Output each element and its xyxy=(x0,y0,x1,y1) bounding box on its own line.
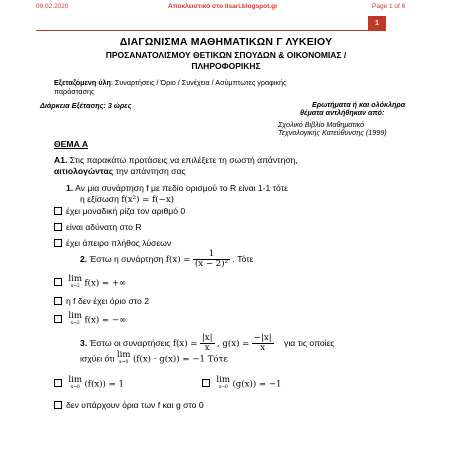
q3-option-c-text: δεν υπάρχουν όρια των f και g στο 0 xyxy=(66,400,204,410)
exam-duration: Διάρκεια Εξέτασης: 3 ώρες xyxy=(40,101,132,110)
q3-option-b-expr: (g(x)) = −1 xyxy=(232,379,282,390)
doc-title: ΔΙΑΓΩΝΙΣΜΑ ΜΑΘΗΜΑΤΙΚΩΝ Γ ΛΥΚΕΙΟΥ xyxy=(119,36,333,48)
q3-number: 3. xyxy=(80,337,88,348)
q2-option-b-text: η f δεν έχει όριο στο 2 xyxy=(66,296,149,306)
q2-denominator: (x − 2)² xyxy=(194,259,229,269)
page-badge: 1 xyxy=(368,16,386,31)
checkbox-icon[interactable] xyxy=(54,315,62,323)
q3-g-def: , g(x) = xyxy=(216,338,250,349)
q1-option-a-text: έχει μοναδική ρίζα τον αριθμό 0 xyxy=(66,206,186,216)
a1-text: Στις παρακάτω προτάσεις να επιλέξετε τη σωστή απάντηση, xyxy=(67,155,298,165)
header-site-link[interactable]: Αποκλειστικό στο lisari.blogspot.gr xyxy=(168,3,278,10)
checkbox-icon[interactable] xyxy=(54,379,62,387)
q1-eq-prefix: η εξίσωση xyxy=(80,194,119,204)
doc-subtitle: ΠΡΟΣΑΝΑΤΟΛΙΣΜΟΥ ΘΕΤΙΚΩΝ ΣΠΟΥΔΩΝ & ΟΙΚΟΝΟΜΙΑΣ / xyxy=(105,50,347,60)
questions-source-heading-2: θέματα αντλήθηκαν από: xyxy=(300,108,385,117)
header-date: 09.02.2020 xyxy=(36,3,69,10)
q1-equation: f(x²) = f(−x) xyxy=(121,195,175,205)
material-line xyxy=(54,78,286,87)
q3-f-fraction: $\frac{|x|}{x}$ xyxy=(201,333,213,353)
q3-f-def: f(x) = xyxy=(172,338,198,349)
doc-subtitle-2: ΠΛΗΡΟΦΟΡΙΚΗΣ xyxy=(191,61,261,71)
q3-line-2 xyxy=(80,352,228,366)
q2-number: 2. xyxy=(80,253,88,264)
a1-intro xyxy=(54,155,298,165)
q1-option-b-text: είναι αδύνατη στο R xyxy=(66,222,142,232)
checkbox-icon[interactable] xyxy=(54,297,62,305)
section-title: ΘΕΜΑ Α xyxy=(54,139,89,149)
limit-symbol: lim x→0 xyxy=(116,350,131,365)
q1-number: 1. xyxy=(66,183,74,193)
limit-symbol: lim x→2 xyxy=(68,311,83,326)
q3-option-a-expr: (f(x)) = 1 xyxy=(84,379,125,390)
a1-label: Α1. xyxy=(54,155,68,165)
checkbox-icon[interactable] xyxy=(54,207,62,215)
material-label: Εξεταζόμενη ύλη xyxy=(54,78,111,87)
q1-line xyxy=(66,183,288,193)
q2-then: . Τότε xyxy=(232,253,254,264)
header-page-number: Page 1 of 6 xyxy=(372,3,406,10)
q2-option-c[interactable] xyxy=(54,313,126,327)
header-rule xyxy=(36,30,386,31)
checkbox-icon[interactable] xyxy=(202,379,210,387)
q3-text: Έστω οι συναρτήσεις xyxy=(89,337,171,348)
limit-symbol: lim x→0 xyxy=(68,375,83,390)
q3-g-fraction: $\frac{-|x|}{x}$ xyxy=(253,333,272,353)
q2-option-a[interactable] xyxy=(54,276,126,290)
checkbox-icon[interactable] xyxy=(54,401,62,409)
q1-option-a[interactable] xyxy=(54,206,185,216)
source-book: Σχολικό Βιβλίο Μαθηματικό xyxy=(278,120,365,129)
q2-option-b[interactable] xyxy=(54,296,149,306)
q2-text: Έστω η συνάρτηση xyxy=(89,253,164,264)
a1-bold: αιτιολογώντας xyxy=(54,166,114,176)
q2-option-c-expr: f(x) = −∞ xyxy=(84,315,127,326)
q2-f-lhs: f(x) = xyxy=(165,254,191,265)
a1-rest: την απάντηση σας xyxy=(113,166,186,176)
q1-option-c-text: έχει άπειρο πλήθος λύσεων xyxy=(66,238,172,248)
q2-option-a-expr: f(x) = +∞ xyxy=(84,278,127,289)
q3-tail: για τις οποίες xyxy=(284,337,335,348)
q1-option-c[interactable] xyxy=(54,238,171,248)
q3-line2-prefix: ισχύει ότι xyxy=(80,353,115,364)
q3-option-a[interactable] xyxy=(54,377,124,391)
a1-intro-2 xyxy=(54,166,186,176)
q1-eq-line xyxy=(80,194,174,205)
checkbox-icon[interactable] xyxy=(54,278,62,286)
q2-numerator: 1 xyxy=(193,250,230,260)
limit-symbol: lim x→2 xyxy=(68,274,83,289)
q3-option-b[interactable] xyxy=(202,377,282,391)
limit-symbol: lim x→0 xyxy=(216,375,231,390)
q3-line2-expr: (f(x) · g(x)) = −1 Τότε xyxy=(132,354,228,365)
q2-fraction xyxy=(193,250,230,269)
questions-source-heading: Ερωτήματα ή και ολόκληρα xyxy=(312,100,406,109)
q1-text: Αν μια συνάρτηση f με πεδίο ορισμού το R είναι 1-1 τότε xyxy=(75,183,288,193)
q2-line xyxy=(80,250,253,269)
source-book-2: Τεχνολογικής Κατεύθυνσης (1999) xyxy=(278,128,387,137)
material-text-2: παράστασης xyxy=(54,87,95,96)
q1-option-b[interactable] xyxy=(54,222,142,232)
q3-option-c[interactable] xyxy=(54,400,204,410)
material-text: : Συναρτήσεις / Όριο / Συνέχεια / Ασύμπτωτες γραφικής xyxy=(110,78,287,87)
checkbox-icon[interactable] xyxy=(54,223,62,231)
checkbox-icon[interactable] xyxy=(54,239,62,247)
